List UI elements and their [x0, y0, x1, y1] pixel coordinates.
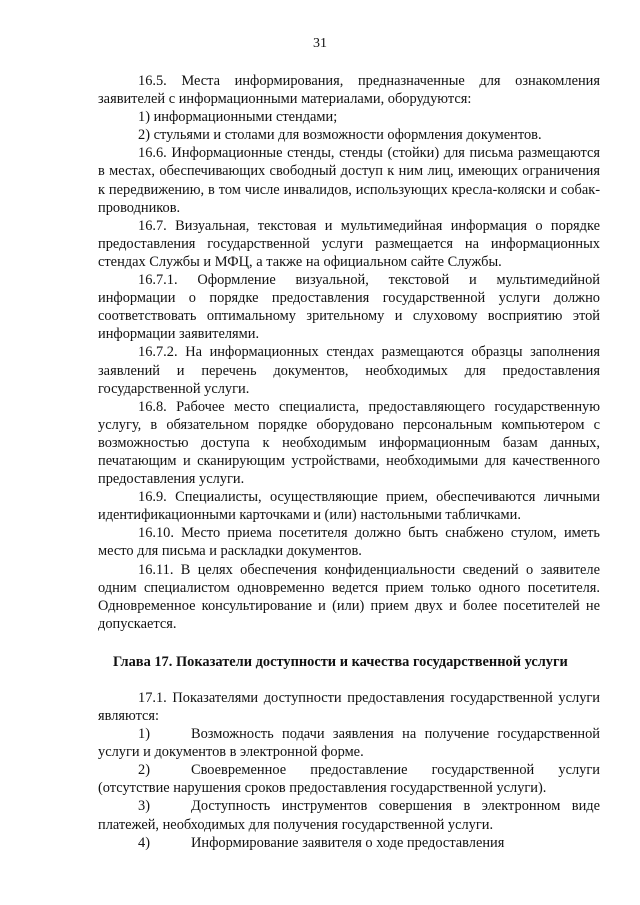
numbered-item [98, 761, 600, 797]
item-text: Своевременное предоставление государственной услуги (отсутствие нарушения сроков предоставления государственной услуги). [98, 762, 600, 797]
item-number: 2) [138, 762, 150, 779]
item-text: Возможность подачи заявления на получение государственной услуги и документов в электронной форме. [98, 726, 600, 761]
paragraph-16-10: 16.10. Место приема посетителя должно быть снабжено стулом, иметь место для письма и раскладки документов. [98, 525, 600, 560]
paragraph-16-9: 16.9. Специалисты, осуществляющие прием, обеспечиваются личными идентификационными карточками и (или) настольными табличками. [98, 489, 600, 524]
list-item-chairs-tables: 2) стульями и столами для возможности оформления документов. [138, 127, 542, 144]
paragraph-16-6: 16.6. Информационные стенды, стенды (стойки) для письма размещаются в местах, обеспечивающих свободный доступ к ним лиц, имеющих ограничения к передвижению, в том числе инвалидов, использующих кресла-коляски и собак-проводников. [98, 145, 600, 216]
page-number: 31 [313, 36, 327, 51]
item-text: Информирование заявителя о ходе предоставления [191, 834, 505, 851]
numbered-item [98, 834, 600, 852]
document-body [98, 72, 600, 852]
item-text: Доступность инструментов совершения в электронном виде платежей, необходимых для получения государственной услуги. [98, 798, 600, 833]
item-number: 3) [138, 798, 150, 815]
item-number: 4) [138, 834, 150, 851]
paragraph-16-11: 16.11. В целях обеспечения конфиденциальности сведений о заявителе одним специалистом одновременно ведется прием только одного посетителя. Одновременное консультирование и (или) прием двух и более посетителей не допускается. [98, 561, 600, 632]
paragraph-16-7-1: 16.7.1. Оформление визуальной, текстовой и мультимедийной информации о порядке предоставления государственной услуги должно соответствовать оптимальному зрительному и слуховому восприятию этой информации заявителями. [98, 272, 600, 343]
numbered-item [98, 725, 600, 761]
paragraph-16-8: 16.8. Рабочее место специалиста, предоставляющего государственную услугу, в обязательном порядке оборудовано персональным компьютером с возможностью доступа к необходимым информационным базам данных, печатающим и сканирующим устройствами, необходимыми для качественного предоставления услуги. [98, 398, 600, 488]
numbered-item [98, 797, 600, 833]
paragraph-17-1: 17.1. Показателями доступности предоставления государственной услуги являются: [98, 689, 600, 724]
chapter-title: Глава 17. Показатели доступности и качества государственной услуги [113, 653, 568, 670]
paragraph-16-7: 16.7. Визуальная, текстовая и мультимедийная информация о порядке предоставления государственной услуги размещается на информационных стендах Службы и МФЦ, а также на официальном сайте Службы. [98, 217, 600, 270]
list-item-stands: 1) информационными стендами; [138, 109, 338, 126]
paragraph-16-5: 16.5. Места информирования, предназначенные для ознакомления заявителей с информационными материалами, оборудуются: [98, 73, 600, 108]
paragraph-16-7-2: 16.7.2. На информационных стендах размещаются образцы заполнения заявлений и перечень документов, необходимых для предоставления государственной услуги. [98, 344, 600, 397]
item-number: 1) [138, 726, 150, 743]
